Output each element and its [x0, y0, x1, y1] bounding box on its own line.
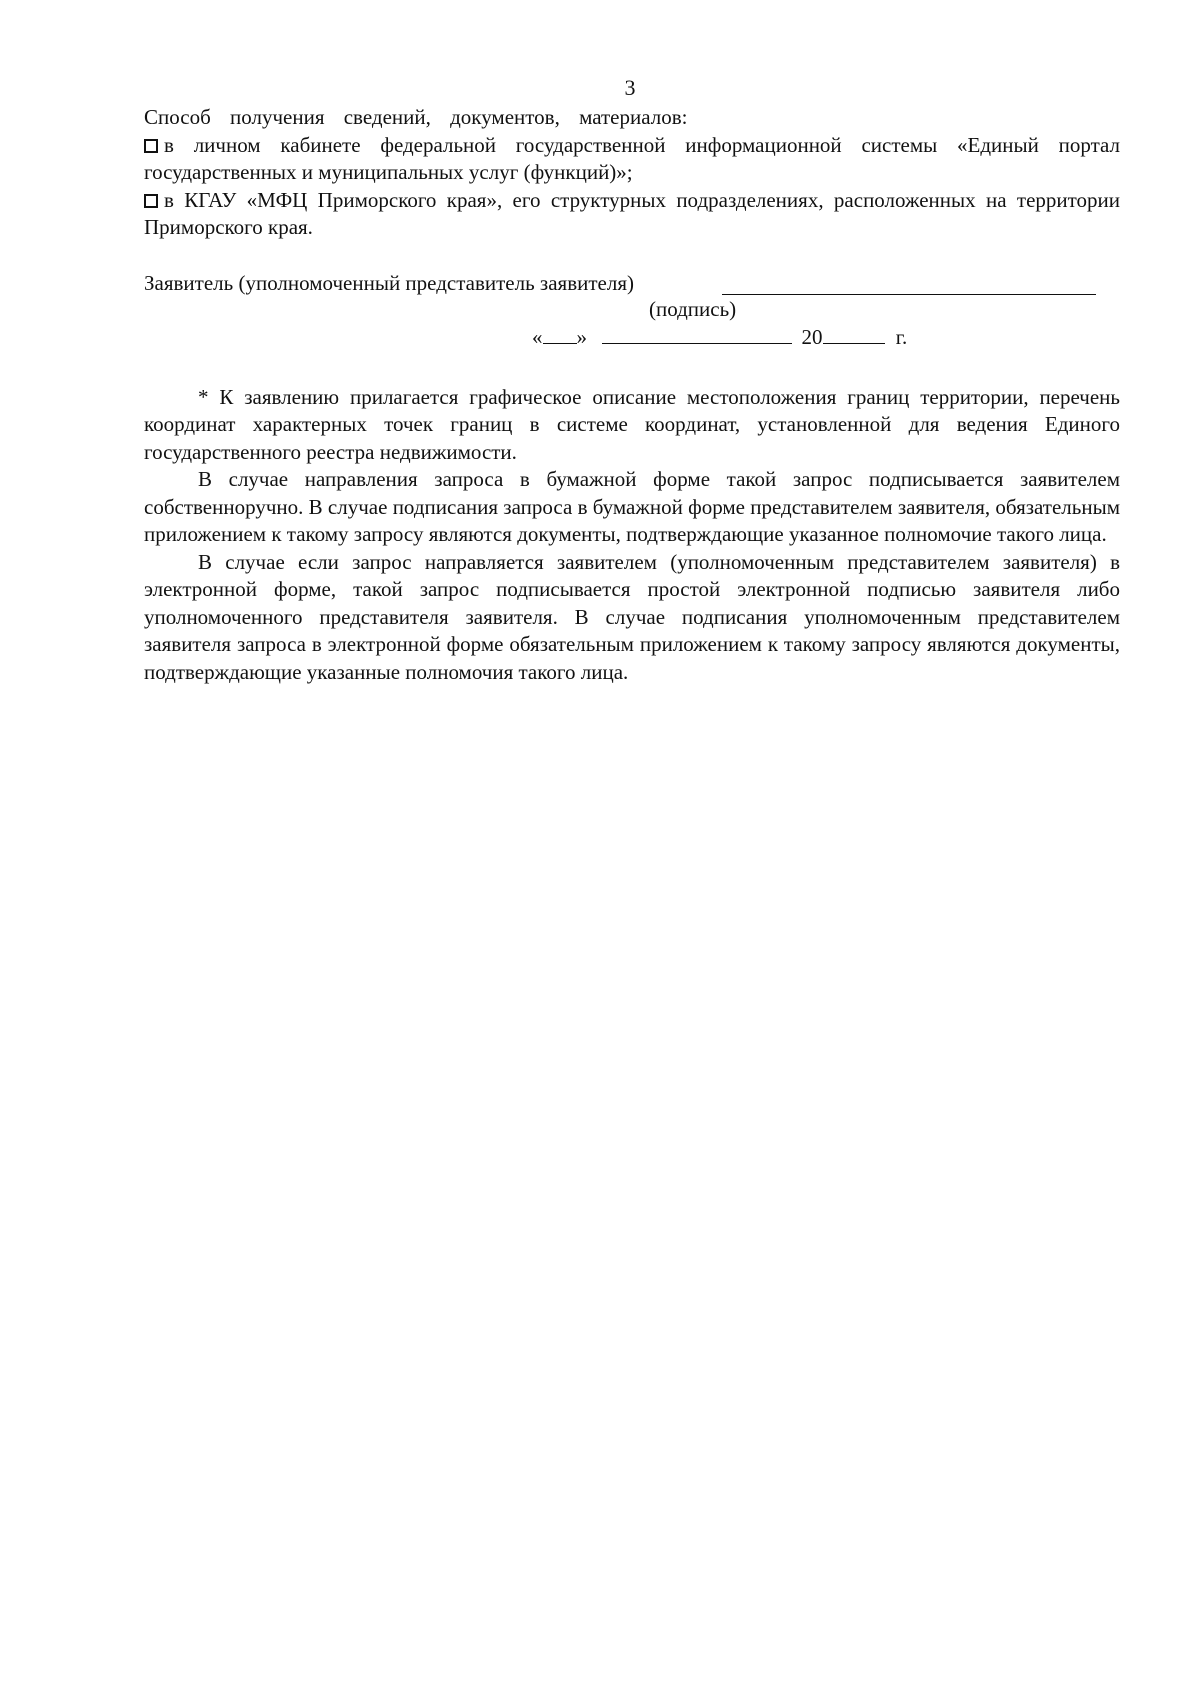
- note-attachment: * К заявлению прилагается графическое описание местоположения границ территории, перечень координат характерных точек границ в системе координат, установленной для ведения Единого государственного реестра недвижимости.: [144, 384, 1120, 464]
- option-epgu-text: в личном кабинете федеральной государственной информационной системы «Единый портал государственных и муниципальных услуг (функций)»;: [144, 132, 1120, 184]
- date-open-quote: «: [532, 324, 543, 349]
- note-paper-form: В случае направления запроса в бумажной форме такой запрос подписывается заявителем собственноручно. В случае подписания запроса в бумажной форме представителем заявителя, обязательным приложением к такому запросу являются документы, подтверждающие указанное полномочие такого лица.: [144, 467, 1120, 546]
- year-suffix: г.: [895, 324, 908, 349]
- signature-caption: (подпись): [649, 296, 737, 321]
- date-row: [532, 323, 907, 352]
- year-prefix: 20: [801, 324, 823, 349]
- notes: [144, 384, 1120, 687]
- note-electronic-form: В случае если запрос направляется заявителем (уполномоченным представителем заявителя) в электронной форме, такой запрос подписывается простой электронной подписью заявителя либо уполномоченного представителя заявителя. В случае подписания уполномоченным представителем заявителя запроса в электронной форме обязательным приложением к такому запросу являются документы, подтверждающие указанные полномочия такого лица.: [144, 549, 1120, 684]
- page-number: 3: [624, 75, 636, 100]
- checkbox-icon[interactable]: [144, 194, 158, 208]
- method-heading: Способ получения сведений, документов, материалов:: [144, 105, 688, 129]
- option-mfc-text: в КГАУ «МФЦ Приморского края», его структурных подразделениях, расположенных на территории Приморского края.: [144, 187, 1120, 239]
- option-epgu: [144, 132, 1120, 187]
- applicant-label: Заявитель (уполномоченный представитель заявителя): [144, 270, 634, 295]
- month-blank[interactable]: [602, 323, 792, 344]
- checkbox-icon[interactable]: [144, 139, 158, 153]
- year-blank[interactable]: [823, 323, 885, 344]
- signature-line[interactable]: [722, 294, 1096, 295]
- signature-block: [144, 270, 1120, 354]
- date-close-quote: »: [576, 324, 587, 349]
- day-blank[interactable]: [543, 323, 577, 344]
- document-body: [144, 104, 1120, 686]
- option-mfc: [144, 187, 1120, 242]
